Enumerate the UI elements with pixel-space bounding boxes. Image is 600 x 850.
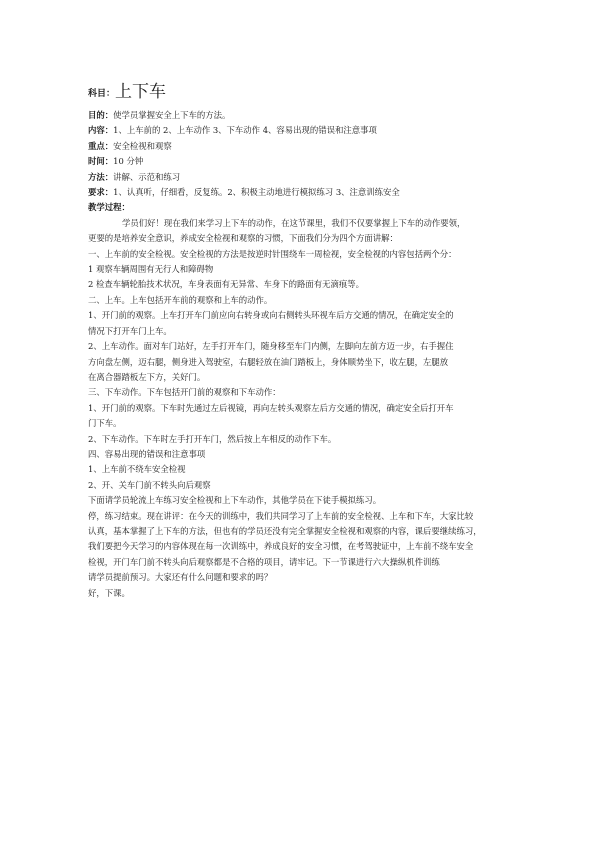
body-line: 我们要把今天学习的内容体现在每一次训练中，养成良好的安全习惯，在考驾驶证中，上车前不绕车安全 — [88, 541, 474, 552]
document-page — [88, 78, 518, 601]
body-line: 1 观察车辆周围有无行人和障碍物 — [88, 264, 214, 275]
meta-purpose — [88, 108, 518, 123]
body-line: 1、上车前不绕车安全检视 — [88, 464, 186, 475]
body-line: 下面请学员轮流上车练习安全检视和上下车动作，其他学员在下徒手模拟练习。 — [88, 495, 382, 506]
meta-time — [88, 154, 518, 169]
body-line: 停，练习结束。现在讲评：在今天的训练中，我们共同学习了上车前的安全检视、上车和下车，大家比较 — [88, 510, 474, 521]
body-line: 1、开门前的观察。下车时先通过左后视镜，再向左转头观察左后方交通的情况，确定安全后打开车 — [88, 402, 454, 413]
subject-label: 科目： — [88, 89, 116, 99]
meta-value: 1、认真听，仔细看，反复练。2、积极主动地进行模拟练习 3、注意训练安全 — [113, 187, 400, 198]
body-line: 2、开、关车门前不转头向后观察 — [88, 479, 211, 490]
body-line: 1、开门前的观察。上车打开车门前应向右转身或向右侧转头环视车后方交通的情况，在确定安全的 — [88, 310, 454, 321]
meta-value: 1、上车前的 2、上车动作 3、下车动作 4、容易出现的错误和注意事项 — [113, 125, 377, 136]
body-line: 学员们好！现在我们来学习上下车的动作，在这节课里，我们不仅要掌握上下车的动作要领， — [122, 217, 466, 228]
subject-line — [88, 78, 518, 106]
meta-label: 内容： — [88, 125, 114, 136]
meta-requirement — [88, 185, 518, 200]
meta-label: 目的： — [88, 110, 114, 120]
meta-label: 方法： — [88, 171, 114, 182]
body-line: 二、上车。上车包括开车前的观察和上车的动作。 — [88, 294, 273, 305]
body-line: 门下车。 — [88, 418, 122, 429]
meta-focus — [88, 139, 518, 154]
body-line: 2、上车动作。面对车门站好，左手打开车门，随身移至车门内侧，左脚向左前方迈一步，右手握住 — [88, 341, 454, 352]
meta-method — [88, 170, 518, 185]
process-heading: 教学过程： — [88, 202, 130, 213]
body-line: 请学员提前预习。大家还有什么问题和要求的吗？ — [88, 572, 273, 583]
body-line: 方向盘左侧，迈右腿，侧身进入驾驶室，右腿轻放在油门踏板上，身体顺势坐下，收左腿，左腿放 — [88, 356, 449, 367]
subject-title: 上下车 — [115, 82, 167, 102]
meta-content — [88, 123, 518, 138]
body-line: 2、下车动作。下车时左手打开车门，然后按上车相反的动作下车。 — [88, 433, 337, 444]
body-line: 检视，开门车门前不转头向后观察都是不合格的项目，请牢记。下一节课进行六大操纵机件训练 — [88, 556, 440, 567]
meta-label: 重点： — [88, 140, 114, 151]
body-line: 2 检查车辆轮胎技术状况，车身表面有无异常、车身下的路面有无滴痕等。 — [88, 279, 364, 290]
body-line: 更要的是培养安全意识，养成安全检视和观察的习惯，下面我们分为四个方面讲解： — [88, 233, 398, 244]
meta-label: 时间： — [88, 156, 114, 167]
body-line: 认真，基本掌握了上下车的方法，但也有的学员还没有完全掌握安全检视和观察的内容，课后要继续练习， — [88, 525, 482, 536]
meta-value: 使学员掌握安全上下车的方法。 — [113, 110, 231, 120]
body-line: 好，下课。 — [88, 587, 130, 598]
body-line: 一、上车前的安全检视。安全检视的方法是按逆时针围绕车一周检视，安全检视的内容包括两个分： — [88, 248, 457, 259]
body-line: 情况下打开车门上车。 — [88, 325, 172, 336]
body-line: 四、容易出现的错误和注意事项 — [88, 448, 206, 459]
meta-value: 讲解、示范和练习 — [113, 171, 181, 182]
meta-value: 10 分钟 — [113, 156, 144, 167]
body-line: 三、下车动作。下车包括开门前的观察和下车动作： — [88, 387, 281, 398]
body-line: 在离合器踏板左下方，关好门。 — [88, 371, 206, 382]
meta-value: 安全检视和观察 — [113, 140, 172, 151]
meta-label: 要求： — [88, 187, 114, 198]
